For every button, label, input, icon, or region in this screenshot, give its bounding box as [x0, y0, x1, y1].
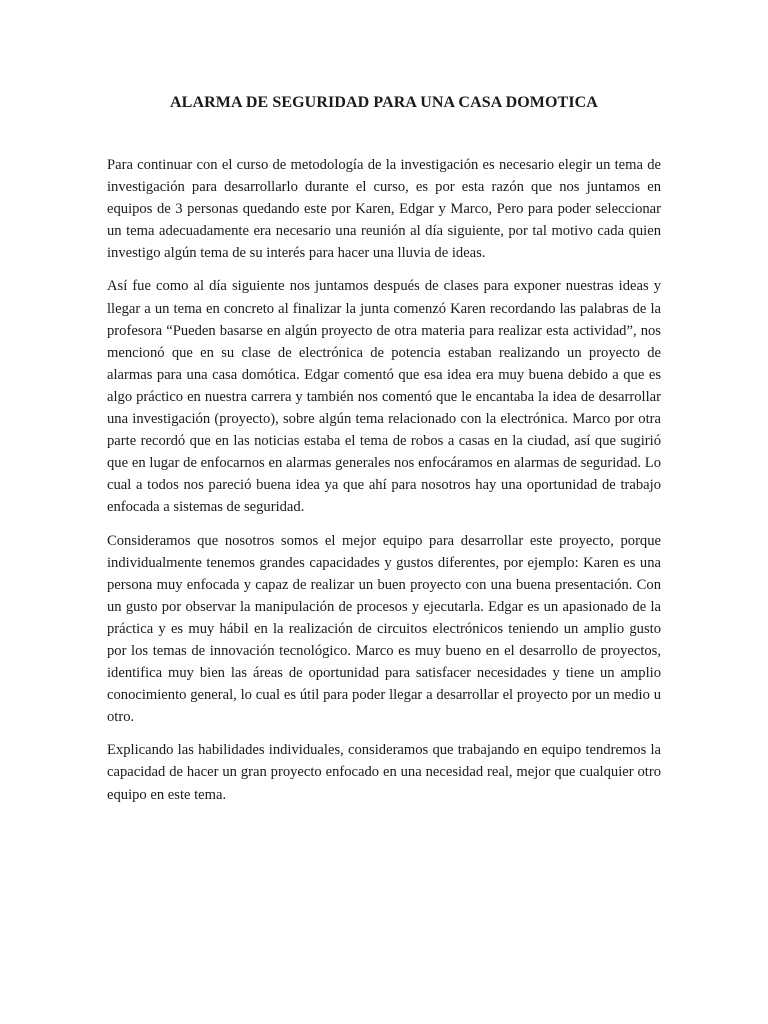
paragraph-1: Para continuar con el curso de metodología de la investigación es necesario elegir un tema de investigación para desarrollarlo durante el curso, es por esta razón que nos juntamos en equipos de 3 personas quedando este por Karen, Edgar y Marco, Pero para poder seleccionar un tema adecuadamente era necesario una reunión al día siguiente, por tal motivo cada quien investigo algún tema de su interés para hacer una lluvia de ideas.: [107, 157, 661, 262]
paragraph-4: Explicando las habilidades individuales, consideramos que trabajando en equipo tendremos la capacidad de hacer un gran proyecto enfocado en una necesidad real, mejor que cualquier otro equipo en este tema.: [107, 742, 661, 803]
document-title: ALARMA DE SEGURIDAD PARA UNA CASA DOMOTICA: [170, 94, 598, 111]
paragraph-3: Consideramos que nosotros somos el mejor equipo para desarrollar este proyecto, porque individualmente tenemos grandes capacidades y gustos diferentes, por ejemplo: Karen es una persona muy enfocada y capaz de realizar un buen proyecto con una buena presentación. Con un gusto por observar la manipulación de procesos y ejecutarla. Edgar es un apasionado de la práctica y es muy hábil en la realización de circuitos electrónicos teniendo un amplio gusto por los temas de innovación tecnológico. Marco es muy bueno en el desarrollo de proyectos, identifica muy bien las áreas de oportunidad para satisfacer necesidades y tiene un amplio conocimiento general, lo cual es útil para poder llegar a desarrollar el proyecto por un medio u otro.: [107, 532, 661, 726]
paragraph-2: Así fue como al día siguiente nos juntamos después de clases para exponer nuestras ideas y llegar a un tema en concreto al finalizar la junta comenzó Karen recordando las palabras de la profesora “Pueden basarse en algún proyecto de otra materia para realizar esta actividad”, nos mencionó que en su clase de electrónica de potencia estaban realizando un proyecto de alarmas para una casa domótica. Edgar comentó que esa idea era muy buena debido a que es algo práctico en nuestra carrera y también nos comentó que le encantaba la idea de desarrollar una investigación (proyecto), sobre algún tema relacionado con la electrónica. Marco por otra parte recordó que en las noticias estaba el tema de robos a casas en la ciudad, así que sugirió que en lugar de enfocarnos en alarmas generales nos enfocáramos en alarmas de seguridad. Lo cual a todos nos pareció buena idea ya que ahí para nosotros hay una oportunidad de trabajo enfocada a sistemas de seguridad.: [107, 278, 661, 516]
